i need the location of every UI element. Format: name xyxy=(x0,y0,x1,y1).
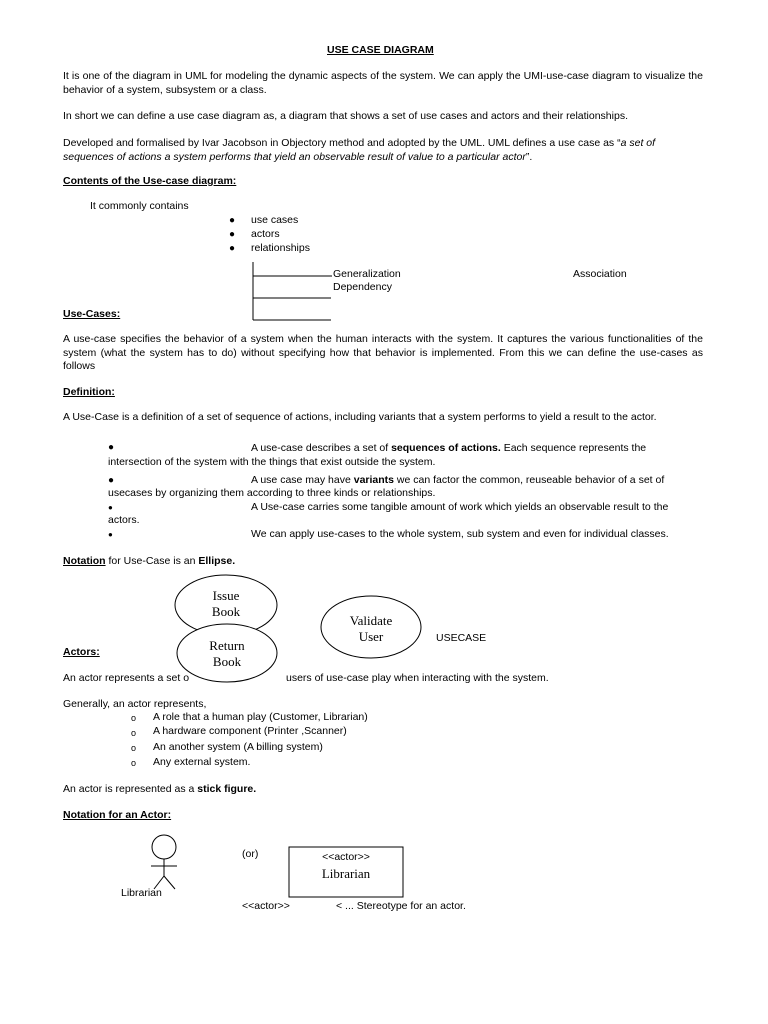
or-label: (or) xyxy=(242,848,259,860)
actor-item: An another system (A billing system) xyxy=(153,741,323,753)
use-cases-body: A use-case specifies the behavior of a system when the human interacts with the system. It captures the various functionalities of the system (what the system has to do) without specifying how that behavior is implemented. From this we can define the use-cases as follows xyxy=(63,333,703,372)
stick-figure-label: Librarian xyxy=(121,887,162,899)
definition-bullet-2: A use case may have variants we can factor the common, reuseable behavior of a set of xyxy=(251,474,665,486)
actor-box-name: Librarian xyxy=(321,866,371,881)
bullet-icon: ● xyxy=(229,243,236,254)
notation-usecase-line: Notation for Use-Case is an Ellipse. xyxy=(63,555,236,567)
relationship-dependency: Dependency xyxy=(333,281,392,293)
circle-bullet-icon: o xyxy=(131,758,137,768)
intro-paragraph-2: In short we can define a use case diagram as, a diagram that shows a set of use cases and actors and their relationships. xyxy=(63,110,628,122)
actor-item: A role that a human play (Customer, Librarian) xyxy=(153,711,368,723)
relationship-association: Association xyxy=(573,268,627,280)
actor-box-stereotype: <<actor>> xyxy=(322,851,370,863)
contents-item: relationships xyxy=(251,242,310,254)
bullet-icon: ● xyxy=(108,475,115,486)
actor-foot-right: < ... Stereotype for an actor. xyxy=(336,900,466,912)
bullet-icon: ● xyxy=(108,442,115,453)
validate-user-label: Validate User xyxy=(349,613,393,644)
use-cases-heading: Use-Cases: xyxy=(63,308,121,320)
actors-body-part-b: users of use-case play when interacting with the system. xyxy=(286,672,549,684)
bullet-icon: ● xyxy=(108,503,113,512)
relationship-generalization: Generalization xyxy=(333,268,401,280)
bullet-icon: ● xyxy=(229,229,236,240)
definition-body: A Use-Case is a definition of a set of sequence of actions, including variants that a system performs to yield a result to the actor. xyxy=(63,411,657,423)
usecase-label: USECASE xyxy=(436,632,487,644)
definition-bullet-2-line2: usecases by organizing them according to three kinds or relationships. xyxy=(108,487,436,499)
definition-bullet-4: We can apply use-cases to the whole system, sub system and even for individual classes. xyxy=(251,528,669,540)
actors-generally: Generally, an actor represents, xyxy=(63,698,207,710)
circle-bullet-icon: o xyxy=(131,713,137,723)
stick-figure-icon xyxy=(151,835,177,889)
bullet-icon: ● xyxy=(108,530,113,539)
actor-item: Any external system. xyxy=(153,756,251,768)
contents-item: actors xyxy=(251,228,280,240)
actor-item: A hardware component (Printer ,Scanner) xyxy=(153,725,347,737)
actors-heading: Actors: xyxy=(63,646,100,658)
circle-bullet-icon: o xyxy=(131,743,137,753)
actor-notation-heading: Notation for an Actor: xyxy=(63,809,172,821)
actor-foot-left: <<actor>> xyxy=(242,900,290,912)
intro-paragraph-1: It is one of the diagram in UML for modeling the dynamic aspects of the system. We can apply the UMI-use-case diagram to visualize the behavior of a system, subsystem or a class. xyxy=(63,70,703,96)
contents-item: use cases xyxy=(251,214,299,226)
contents-lead: It commonly contains xyxy=(90,200,189,212)
bullet-icon: ● xyxy=(229,215,236,226)
definition-bullet-3-line2: actors. xyxy=(108,514,140,526)
definition-bullet-1: A use-case describes a set of sequences of actions. Each sequence represents the xyxy=(251,442,647,454)
definition-bullet-3: A Use-case carries some tangible amount of work which yields an observable result to the xyxy=(251,501,669,513)
definition-bullet-1-line2: intersection of the system with the things that exist outside the system. xyxy=(108,456,436,468)
relationship-lines-icon xyxy=(253,262,332,320)
contents-heading: Contents of the Use-case diagram: xyxy=(63,175,237,187)
issue-book-label: Issue Book xyxy=(211,588,241,619)
actors-body-part-a: An actor represents a set o xyxy=(63,672,190,684)
page-title: USE CASE DIAGRAM xyxy=(327,44,434,56)
definition-heading: Definition: xyxy=(63,386,115,398)
intro-paragraph-3: Developed and formalised by Ivar Jacobson in Objectory method and adopted by the UML. UML defines a use case as “a set of sequences of actions a system performs that yield an observable result of value to a particular actor”. xyxy=(63,137,656,163)
circle-bullet-icon: o xyxy=(131,728,137,738)
return-book-label: Return Book xyxy=(209,638,245,669)
actor-represented: An actor is represented as a stick figure. xyxy=(63,783,257,795)
